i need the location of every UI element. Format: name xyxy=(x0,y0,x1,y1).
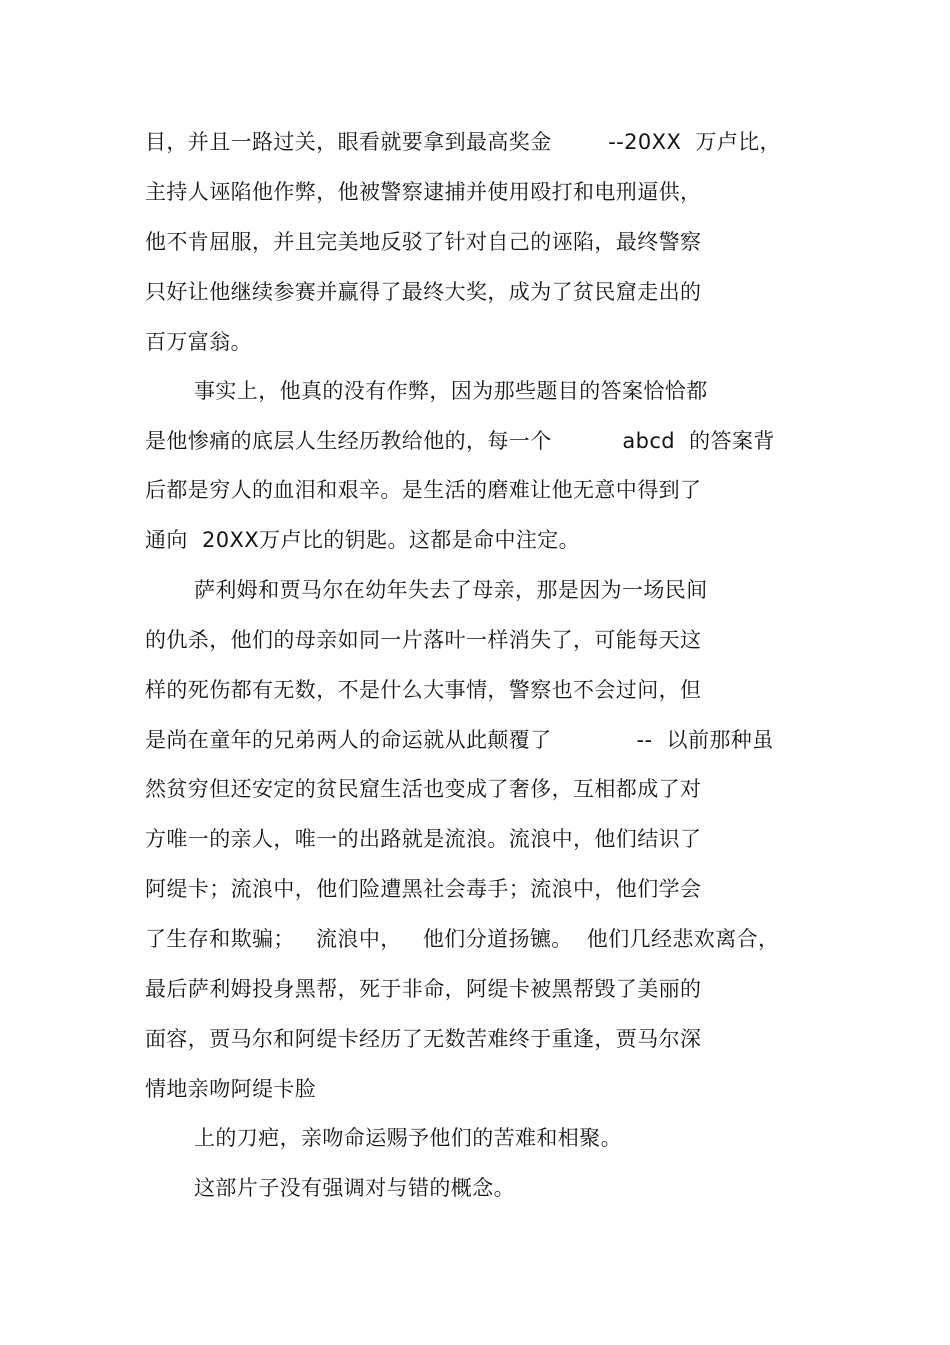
text-line: 然贫穷但还安定的贫民窟生活也变成了奢侈，互相都成了对 xyxy=(145,777,702,801)
text-line: 样的死伤都有无数，不是什么大事情，警察也不会过问，但 xyxy=(145,678,702,702)
text-line: 萨利姆和贾马尔在幼年失去了母亲，那是因为一场民间 xyxy=(194,578,708,602)
text-line: 面容，贾马尔和阿缇卡经历了无数苦难终于重逢，贾马尔深 xyxy=(145,1027,702,1051)
text-line: 主持人诬陷他作弊，他被警察逮捕并使用殴打和电刑逼供， xyxy=(145,180,702,204)
text-line: 了生存和欺骗； 流浪中， 他们分道扬镳。 他们几经悲欢离合， xyxy=(145,927,780,951)
text-line: 后都是穷人的血泪和艰辛。是生活的磨难让他无意中得到了 xyxy=(145,478,702,502)
text-line: 通向 20XX万卢比的钥匙。这都是命中注定。 xyxy=(145,528,581,552)
text-line: 他不肯屈服，并且完美地反驳了针对自己的诬陷，最终警察 xyxy=(145,230,702,254)
text-line: 这部片子没有强调对与错的概念。 xyxy=(194,1176,515,1200)
text-line: 目，并且一路过关，眼看就要拿到最高奖金 --20XX 万卢比， xyxy=(145,130,781,154)
text-line: 上的刀疤，亲吻命运赐予他们的苦难和相聚。 xyxy=(194,1126,622,1150)
text-line: 阿缇卡；流浪中，他们险遭黑社会毒手；流浪中，他们学会 xyxy=(145,877,702,901)
text-line: 方唯一的亲人，唯一的出路就是流浪。流浪中，他们结识了 xyxy=(145,827,702,851)
text-line: 只好让他继续参赛并赢得了最终大奖，成为了贫民窟走出的 xyxy=(145,280,702,304)
text-line: 是他惨痛的底层人生经历教给他的，每一个 abcd 的答案背 xyxy=(145,429,775,453)
text-line: 百万富翁。 xyxy=(145,330,252,354)
text-line: 的仇杀，他们的母亲如同一片落叶一样消失了，可能每天这 xyxy=(145,628,702,652)
text-line: 是尚在童年的兄弟两人的命运就从此颠覆了 -- 以前那种虽 xyxy=(145,728,774,752)
text-line: 事实上，他真的没有作弊，因为那些题目的答案恰恰都 xyxy=(194,379,708,403)
text-line: 最后萨利姆投身黑帮，死于非命，阿缇卡被黑帮毁了美丽的 xyxy=(145,977,702,1001)
text-line: 情地亲吻阿缇卡脸 xyxy=(145,1077,317,1101)
